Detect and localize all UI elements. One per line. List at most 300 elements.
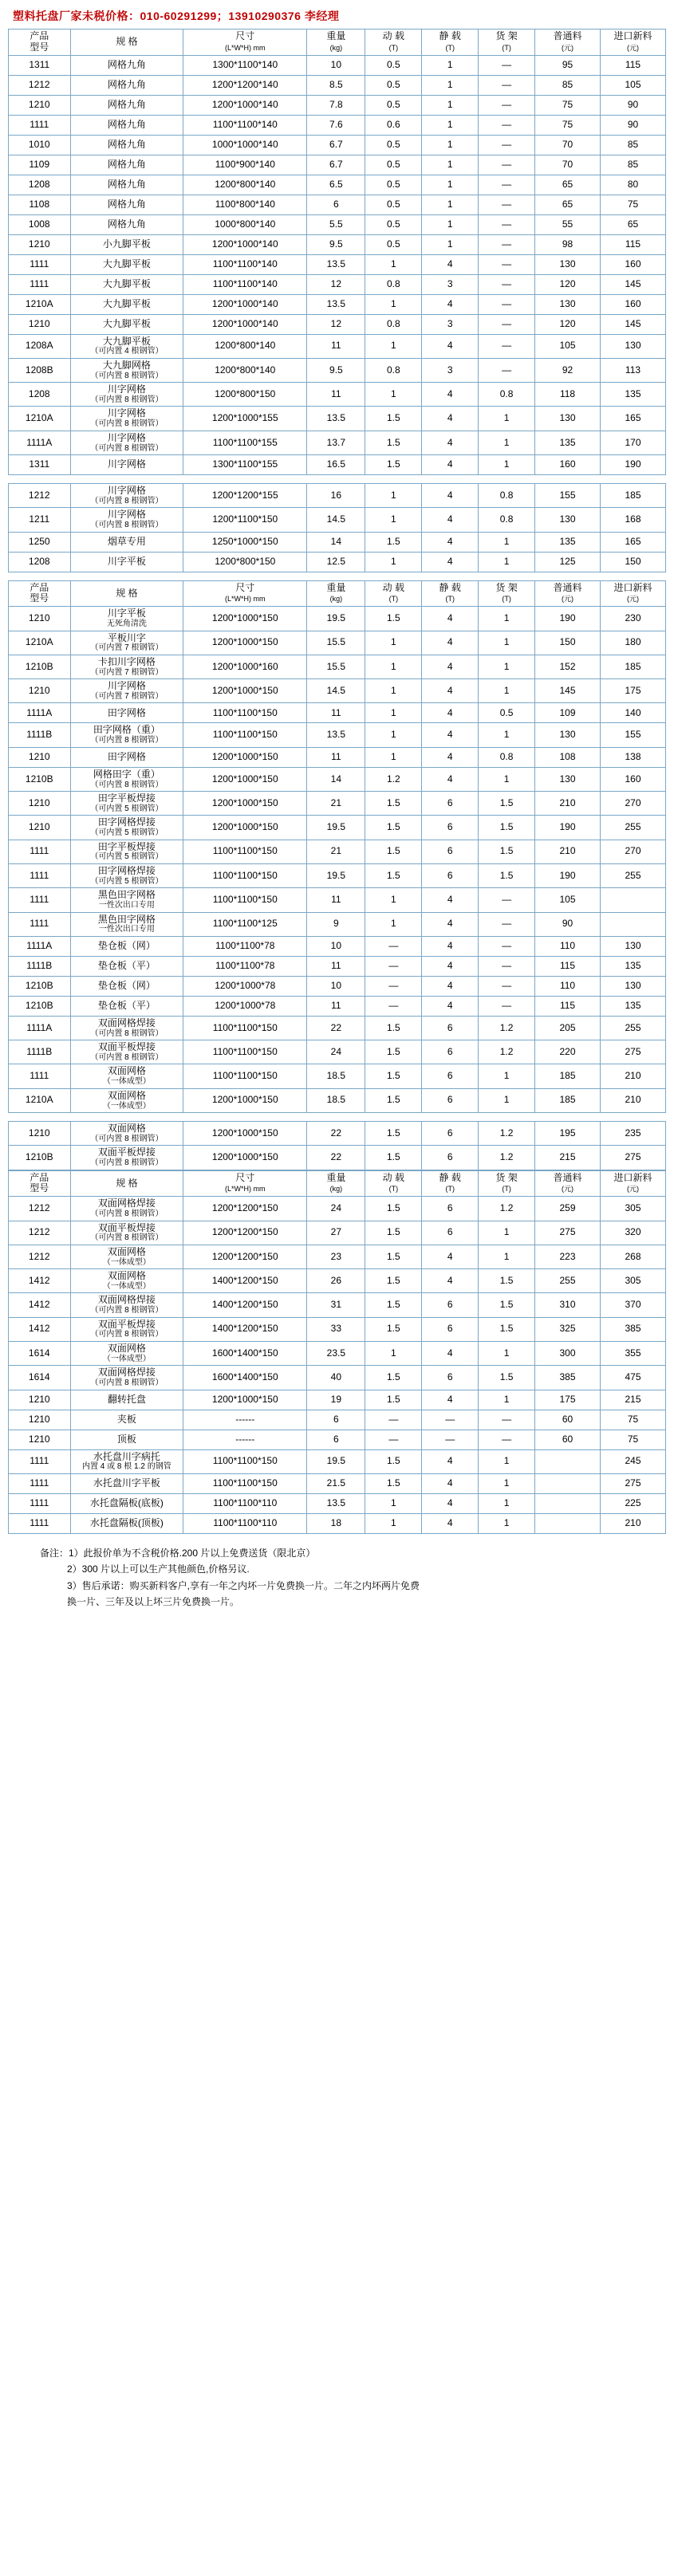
cell-common-price: 325 [535,1317,601,1341]
cell-import-price: 90 [600,95,665,115]
cell-model: 1412 [9,1269,71,1293]
cell-spec: 大九脚网格 （可内置 8 根钢管） [70,358,183,382]
cell-spec: 垫仓板（网） [70,936,183,956]
cell-weight: 5.5 [307,214,365,234]
cell-rack: 1 [479,1064,535,1088]
cell-weight: 11 [307,747,365,767]
cell-spec: 田字网格焊接 （可内置 5 根钢管） [70,863,183,887]
cell-spec: 双面网格 （一体成型） [70,1088,183,1112]
cell-size: 1600*1400*150 [183,1366,307,1390]
cell-common-price: 55 [535,214,601,234]
cell-static: 4 [422,254,479,274]
cell-static: 6 [422,1221,479,1245]
cell-rack: 1.2 [479,1197,535,1221]
cell-spec: 大九脚平板 [70,254,183,274]
cell-rack: 1 [479,1341,535,1365]
table-4-body [9,1122,666,1170]
cell-weight: 13.5 [307,254,365,274]
cell-static: 1 [422,75,479,95]
cell-common-price: 130 [535,767,601,791]
cell-common-price: 92 [535,358,601,382]
col-model: 产品 型号 [9,29,71,56]
cell-dynamic: 1 [365,1513,422,1533]
cell-rack: 1 [479,1390,535,1410]
cell-static: 4 [422,703,479,723]
cell-rack: — [479,274,535,294]
cell-size: 1250*1000*150 [183,532,307,552]
cell-dynamic: 1.5 [365,1064,422,1088]
cell-rack: 0.5 [479,703,535,723]
cell-static: 4 [422,996,479,1016]
col-rack: 货 架 (T) [479,1170,535,1197]
cell-import-price: 305 [600,1269,665,1293]
table-header-row [9,1170,666,1197]
cell-size: 1400*1200*150 [183,1317,307,1341]
table-row [9,455,666,475]
cell-dynamic: 1 [365,655,422,678]
table-2-body [9,484,666,572]
cell-weight: 22 [307,1016,365,1040]
cell-rack: 1.5 [479,816,535,840]
cell-import-price: 275 [600,1040,665,1064]
cell-spec: 大九脚平板 （可内置 4 根钢管） [70,334,183,358]
cell-static: 4 [422,631,479,655]
cell-spec: 网格九角 [70,95,183,115]
cell-size: 1200*1000*150 [183,1088,307,1112]
table-row [9,679,666,703]
cell-static: 4 [422,976,479,996]
cell-dynamic: 1 [365,334,422,358]
cell-common-price: 118 [535,383,601,407]
cell-common-price: 95 [535,55,601,75]
cell-common-price: 310 [535,1293,601,1317]
cell-rack: — [479,234,535,254]
cell-common-price: 135 [535,431,601,454]
table-row [9,115,666,135]
cell-model: 1412 [9,1293,71,1317]
cell-weight: 33 [307,1317,365,1341]
cell-rack: 1.5 [479,1366,535,1390]
cell-weight: 10 [307,976,365,996]
cell-weight: 6.5 [307,175,365,195]
cell-spec: 双面平板焊接 （可内置 8 根钢管） [70,1317,183,1341]
cell-spec: 田字网格（重） （可内置 8 根钢管） [70,723,183,747]
cell-static: 6 [422,840,479,863]
cell-common-price: 108 [535,747,601,767]
cell-spec: 水托盘川字病托 内置 4 或 8 根 1.2 的钢管 [70,1449,183,1473]
cell-weight: 23 [307,1245,365,1268]
cell-common-price: 255 [535,1269,601,1293]
cell-size: 1200*800*140 [183,334,307,358]
cell-size: 1200*1000*78 [183,996,307,1016]
cell-model: 1109 [9,155,71,175]
cell-common-price: 109 [535,703,601,723]
cell-rack: 1.5 [479,863,535,887]
cell-spec: 川字网格 [70,455,183,475]
cell-model: 1210 [9,816,71,840]
cell-size: 1200*1000*140 [183,95,307,115]
cell-dynamic: 1.5 [365,1390,422,1410]
cell-model: 1111B [9,723,71,747]
cell-weight: 16.5 [307,455,365,475]
cell-size: 1100*1100*150 [183,703,307,723]
cell-dynamic: 1 [365,1341,422,1365]
cell-rack: — [479,254,535,274]
cell-rack: 1 [479,1221,535,1245]
cell-spec: 网格九角 [70,55,183,75]
cell-rack: — [479,1410,535,1430]
cell-spec: 水托盘隔板(顶板) [70,1513,183,1533]
cell-size: 1100*1100*150 [183,888,307,912]
cell-static: 4 [422,1473,479,1493]
cell-size: 1100*1100*150 [183,863,307,887]
cell-model: 1210B [9,655,71,678]
cell-rack: 0.8 [479,383,535,407]
col-static: 静 载 (T) [422,1170,479,1197]
col-size: 尺寸 (L*W*H) mm [183,1170,307,1197]
cell-size: 1100*1100*110 [183,1493,307,1513]
cell-rack: 1.2 [479,1122,535,1146]
cell-common-price: 160 [535,455,601,475]
cell-model: 1212 [9,75,71,95]
cell-spec: 水托盘川字平板 [70,1473,183,1493]
cell-size: 1200*1200*140 [183,75,307,95]
cell-import-price: 475 [600,1366,665,1390]
cell-spec: 网格九角 [70,135,183,155]
cell-rack: 0.8 [479,484,535,508]
cell-common-price: 105 [535,888,601,912]
table-row [9,532,666,552]
cell-rack: — [479,334,535,358]
cell-weight: 21.5 [307,1473,365,1493]
cell-spec: 田字平板焊接 （可内置 5 根钢管） [70,840,183,863]
cell-size: 1200*1200*150 [183,1221,307,1245]
table-header-row [9,29,666,56]
cell-static: 4 [422,1513,479,1533]
cell-spec: 川字平板 [70,552,183,572]
cell-import-price: 138 [600,747,665,767]
cell-import-price: 210 [600,1088,665,1112]
cell-dynamic: 1.5 [365,840,422,863]
cell-weight: 24 [307,1040,365,1064]
cell-dynamic: 1 [365,484,422,508]
cell-weight: 11 [307,888,365,912]
table-gap [8,572,666,580]
table-row [9,407,666,431]
table-row [9,703,666,723]
cell-dynamic: — [365,936,422,956]
table-row [9,956,666,976]
cell-dynamic: 1 [365,723,422,747]
cell-size: 1100*1100*140 [183,274,307,294]
table-row [9,431,666,454]
cell-import-price: 185 [600,484,665,508]
cell-rack: 1 [479,552,535,572]
cell-import-price: 210 [600,1513,665,1533]
cell-weight: 9.5 [307,358,365,382]
cell-weight: 9.5 [307,234,365,254]
cell-common-price: 155 [535,484,601,508]
cell-weight: 6.7 [307,155,365,175]
cell-dynamic: 0.5 [365,75,422,95]
cell-spec: 网格九角 [70,115,183,135]
cell-model: 1210B [9,767,71,791]
cell-spec: 网格九角 [70,155,183,175]
note-line-2: 2）300 片以上可以生产其他颜色,价格另议. [67,1563,250,1575]
cell-dynamic: 0.5 [365,214,422,234]
table-row [9,1473,666,1493]
cell-dynamic: 0.5 [365,135,422,155]
table-row [9,195,666,214]
table-row [9,1016,666,1040]
cell-import-price: 160 [600,254,665,274]
table-row [9,1197,666,1221]
cell-import-price: 320 [600,1221,665,1245]
cell-import-price: 140 [600,703,665,723]
cell-import-price: 75 [600,1410,665,1430]
cell-model: 1311 [9,455,71,475]
cell-import-price: 275 [600,1146,665,1170]
cell-weight: 19.5 [307,1449,365,1473]
cell-import-price: 113 [600,358,665,382]
table-row [9,1449,666,1473]
cell-model: 1010 [9,135,71,155]
table-gap [8,475,666,483]
cell-spec: 双面网格焊接 （可内置 8 根钢管） [70,1016,183,1040]
cell-common-price: 210 [535,792,601,816]
cell-common-price: 190 [535,607,601,631]
cell-common-price: 300 [535,1341,601,1365]
cell-size: 1100*1100*125 [183,912,307,936]
cell-static: 4 [422,383,479,407]
cell-size: 1200*800*140 [183,358,307,382]
cell-dynamic: 1 [365,552,422,572]
footer-notes [8,1545,666,1610]
cell-model: 1208 [9,552,71,572]
cell-spec: 网格田字（重） （可内置 8 根钢管） [70,767,183,791]
cell-model: 1111 [9,863,71,887]
cell-size: 1200*1000*150 [183,607,307,631]
cell-common-price [535,1513,601,1533]
cell-weight: 7.8 [307,95,365,115]
cell-model: 1111A [9,431,71,454]
table-row [9,1064,666,1088]
cell-model: 1208A [9,334,71,358]
cell-weight: 26 [307,1269,365,1293]
table-row [9,95,666,115]
cell-static: 4 [422,1269,479,1293]
cell-static: 4 [422,936,479,956]
cell-common-price: 205 [535,1016,601,1040]
cell-rack: — [479,358,535,382]
cell-spec: 田字平板焊接 （可内置 5 根钢管） [70,792,183,816]
cell-spec: 网格九角 [70,195,183,214]
cell-spec: 双面网格 （一体成型） [70,1269,183,1293]
cell-common-price: 185 [535,1088,601,1112]
table-header-row [9,580,666,607]
cell-common-price: 130 [535,508,601,532]
cell-size: 1200*1000*150 [183,816,307,840]
cell-import-price: 75 [600,195,665,214]
cell-model: 1210B [9,996,71,1016]
cell-rack: — [479,95,535,115]
cell-spec: 川字网格 （可内置 8 根钢管） [70,383,183,407]
cell-model: 1614 [9,1341,71,1365]
cell-import-price: 275 [600,1473,665,1493]
cell-import-price: 130 [600,976,665,996]
col-weight: 重量 (kg) [307,29,365,56]
cell-model: 1111 [9,1513,71,1533]
cell-rack: — [479,195,535,214]
table-3-body [9,607,666,1113]
cell-model: 1210 [9,792,71,816]
cell-dynamic: 1.5 [365,607,422,631]
cell-static: 6 [422,1064,479,1088]
cell-dynamic: 1.5 [365,1366,422,1390]
cell-weight: 21 [307,792,365,816]
cell-dynamic: 1 [365,294,422,314]
cell-import-price: 115 [600,234,665,254]
cell-import-price: 135 [600,383,665,407]
cell-import-price: 165 [600,407,665,431]
cell-dynamic: 1.5 [365,1473,422,1493]
cell-static: 1 [422,55,479,75]
cell-size: ------ [183,1410,307,1430]
table-row [9,655,666,678]
cell-size: 1200*1000*155 [183,407,307,431]
cell-weight: 22 [307,1122,365,1146]
cell-common-price: 60 [535,1430,601,1449]
cell-static: 6 [422,1122,479,1146]
cell-dynamic: — [365,956,422,976]
col-common-price: 普通料 (元) [535,580,601,607]
cell-import-price: 135 [600,996,665,1016]
cell-size: 1200*1200*150 [183,1245,307,1268]
table-row [9,155,666,175]
cell-spec: 双面网格 （一体成型） [70,1245,183,1268]
cell-spec: 双面网格 （一体成型） [70,1341,183,1365]
cell-static: 4 [422,747,479,767]
cell-static: 3 [422,358,479,382]
cell-static: 4 [422,407,479,431]
table-row [9,1430,666,1449]
cell-spec: 小九脚平板 [70,234,183,254]
cell-rack: — [479,214,535,234]
cell-weight: 13.5 [307,1493,365,1513]
table-1-body [9,55,666,474]
cell-rack: 1 [479,407,535,431]
cell-import-price [600,888,665,912]
cell-import-price: 85 [600,135,665,155]
cell-model: 1208 [9,175,71,195]
cell-dynamic: 0.5 [365,55,422,75]
col-weight: 重量 (kg) [307,1170,365,1197]
cell-static: 1 [422,195,479,214]
cell-size: 1200*1000*150 [183,631,307,655]
cell-import-price: 355 [600,1341,665,1365]
cell-import-price: 175 [600,679,665,703]
cell-spec: 垫仓板（网） [70,976,183,996]
cell-size: 1400*1200*150 [183,1293,307,1317]
cell-dynamic: 1.5 [365,532,422,552]
cell-import-price [600,912,665,936]
cell-import-price: 65 [600,214,665,234]
cell-dynamic: 0.5 [365,155,422,175]
cell-common-price: 120 [535,274,601,294]
cell-model: 1111 [9,254,71,274]
cell-common-price: 150 [535,631,601,655]
cell-model: 1108 [9,195,71,214]
cell-size: 1100*1100*110 [183,1513,307,1533]
cell-import-price: 160 [600,294,665,314]
cell-rack: 1.5 [479,840,535,863]
table-row [9,1269,666,1293]
cell-static: 4 [422,1390,479,1410]
cell-dynamic: 0.5 [365,175,422,195]
cell-spec: 川字平板 无死角清洗 [70,607,183,631]
cell-model: 1008 [9,214,71,234]
cell-weight: 22 [307,1146,365,1170]
cell-model: 1210A [9,631,71,655]
cell-common-price: 220 [535,1040,601,1064]
table-row [9,631,666,655]
cell-import-price: 115 [600,55,665,75]
table-row [9,1040,666,1064]
table-row [9,1410,666,1430]
cell-dynamic: 1.5 [365,1245,422,1268]
cell-static: 1 [422,234,479,254]
cell-size: 1000*1000*140 [183,135,307,155]
col-dynamic: 动 载 (T) [365,1170,422,1197]
cell-dynamic: 0.5 [365,195,422,214]
cell-model: 1210 [9,234,71,254]
cell-model: 1210 [9,314,71,334]
table-row [9,175,666,195]
cell-weight: 12.5 [307,552,365,572]
cell-weight: 14.5 [307,679,365,703]
cell-static: 6 [422,1366,479,1390]
cell-rack: 1.5 [479,1269,535,1293]
cell-size: 1200*800*140 [183,175,307,195]
cell-model: 1111B [9,1040,71,1064]
cell-static: 4 [422,532,479,552]
cell-size: 1200*1000*150 [183,792,307,816]
cell-rack: 1 [479,455,535,475]
table-row [9,912,666,936]
cell-weight: 7.6 [307,115,365,135]
cell-import-price: 245 [600,1449,665,1473]
cell-weight: 19.5 [307,607,365,631]
cell-rack: 1 [479,431,535,454]
col-import-price: 进口新料 (元) [600,29,665,56]
cell-rack: — [479,75,535,95]
table-row [9,383,666,407]
cell-weight: 11 [307,383,365,407]
table-row [9,888,666,912]
cell-static: 6 [422,1197,479,1221]
cell-import-price: 168 [600,508,665,532]
cell-static: 4 [422,508,479,532]
cell-size: 1100*800*140 [183,195,307,214]
cell-static: 1 [422,95,479,115]
cell-spec: 双面平板焊接 （可内置 8 根钢管） [70,1221,183,1245]
cell-common-price [535,1473,601,1493]
cell-dynamic: — [365,1430,422,1449]
cell-dynamic: — [365,1410,422,1430]
cell-import-price: 170 [600,431,665,454]
cell-model: 1111 [9,274,71,294]
col-model: 产品 型号 [9,1170,71,1197]
